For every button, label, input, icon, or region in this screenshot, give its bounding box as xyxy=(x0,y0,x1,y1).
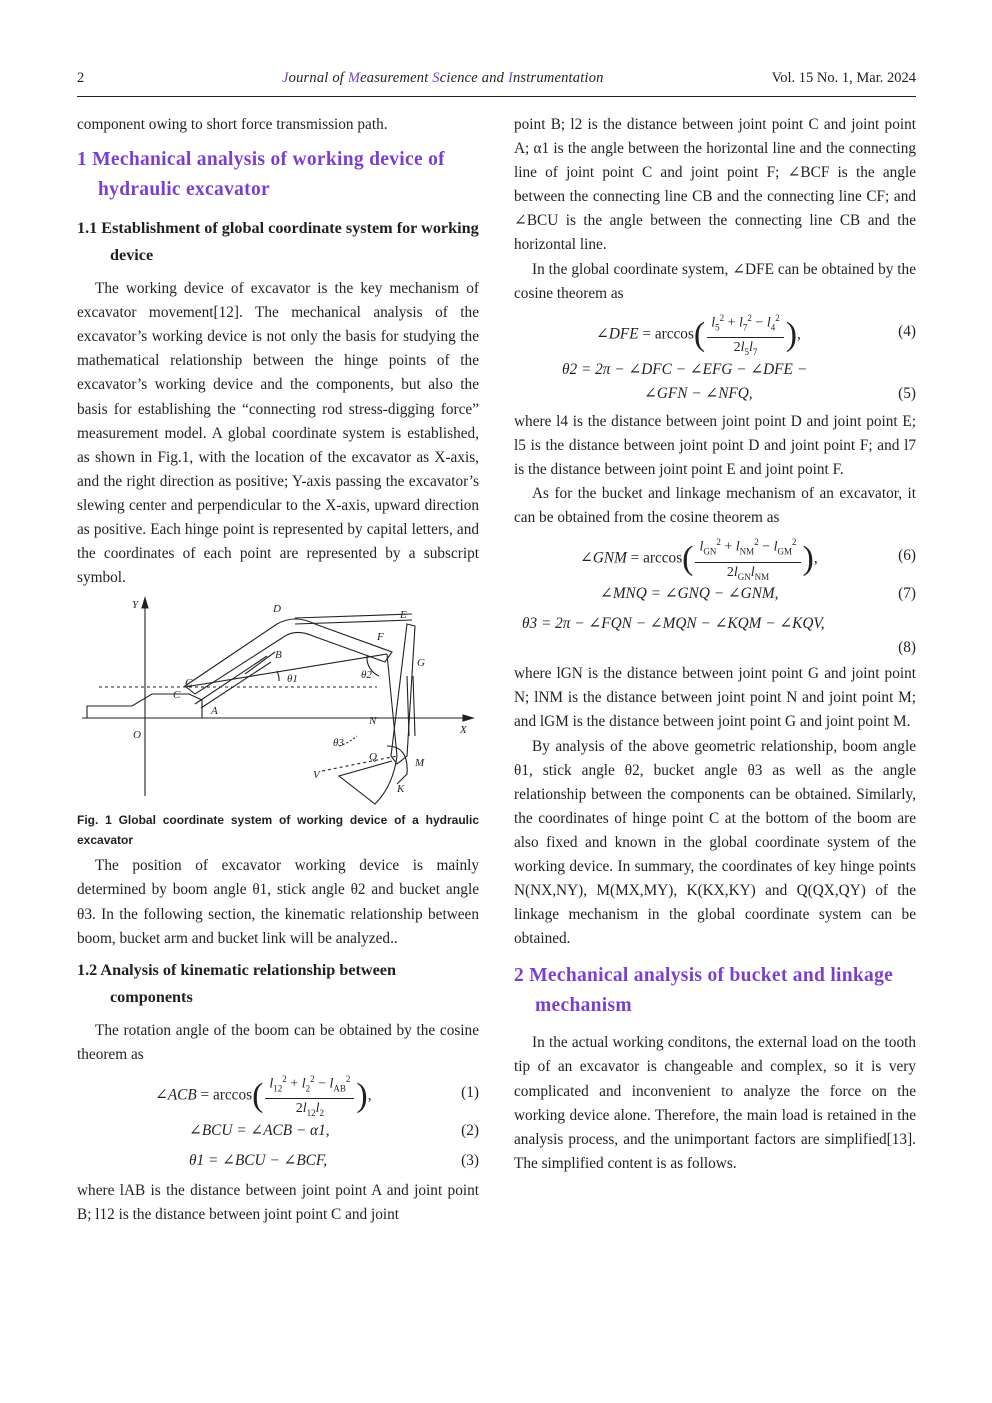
fig-label: E xyxy=(400,609,407,622)
fig-label: A xyxy=(211,705,218,718)
fig-label: V xyxy=(313,769,320,782)
fig-label: θ3 xyxy=(333,737,344,750)
page-number: 2 xyxy=(77,70,85,86)
equation-6: ∠GNM = arccos( $\frac{l_{GN}^2 + l_{NM}^2 - l_{GM}^2}{2l_{GN}l_{NM}}$ ), (6) xyxy=(514,530,916,582)
paragraph: where lAB is the distance between joint point A and joint point B; l12 is the distance between joint point C and joint xyxy=(77,1181,479,1223)
equation-2: ∠BCU = ∠ACB − α1, (2) xyxy=(189,1121,479,1139)
equation-5-cont: ∠GFN − ∠NFQ, (5) xyxy=(644,384,916,402)
figure-caption: Fig. 1 Global coordinate system of working device of a hydraulic excavator xyxy=(77,813,479,848)
equation-3: θ1 = ∠BCU − ∠BCF, (3) xyxy=(189,1151,479,1169)
fig-label: C xyxy=(173,689,181,702)
paragraph: As for the bucket and linkage mechanism of an excavator, it can be obtained from the cosine theorem as xyxy=(514,485,916,527)
header-rule xyxy=(77,96,916,97)
section-1-2-heading: 1.2 Analysis of kinematic relationship between components xyxy=(77,960,396,1006)
paragraph: The position of excavator working device is mainly determined by boom angle θ1, stick angle θ2 and bucket angle θ3. In the following section, the kinematic relationship between boom, bucket arm and bucket link will be analyzed.. xyxy=(77,857,479,947)
fig-label: K xyxy=(397,783,405,796)
running-header xyxy=(77,70,916,92)
paragraph: where l4 is the distance between joint point D and joint point E; l5 is the distance between joint point D and joint point F; and l7 is the distance between joint point E and joint point F. xyxy=(514,412,916,478)
section-1-1-heading: 1.1 Establishment of global coordinate system for working device xyxy=(77,219,479,265)
equation-1: ∠ACB = arccos( $\frac{l_{12}^2 + l_2^2 - l_{AB}^2}{2l_{12}l_2}$ ), (1) xyxy=(77,1067,479,1119)
fig-label: θ2 xyxy=(361,669,372,682)
section-2-heading: 2 Mechanical analysis of bucket and linkage mechanism xyxy=(514,965,894,1017)
excavator-diagram xyxy=(77,596,479,806)
paragraph: The rotation angle of the boom can be obtained by the cosine theorem as xyxy=(77,1021,479,1063)
equation-number: (6) xyxy=(898,547,916,565)
fig-label: Y xyxy=(132,599,139,612)
right-column xyxy=(514,113,916,1176)
paragraph: The working device of excavator is the key mechanism of excavator movement[12]. The mechanical analysis of the excavator’s working device is not only the basis for studying the mathematical relationship between the hinge points of the excavator’s working device and the components, but also the basis for establishing the “connecting rod stress-digging force” measurement model. A global coordinate system is established, as shown in Fig.1, with the location of the excavator as X-axis, and the right direction as positive; Y-axis passing the excavator’s slewing center and perpendicular to the X-axis, upward direction as positive. Each hinge point is represented by capital letters, and the coordinates of each point are represented by a subscript symbol. xyxy=(77,280,479,587)
equation-5: θ2 = 2π − ∠DFC − ∠EFG − ∠DFE − xyxy=(562,360,808,378)
paragraph: where lGN is the distance between joint point G and joint point N; lNM is the distance between joint point N and joint point M; and lGM is the distance between joint point G and joint point M. xyxy=(514,665,916,731)
fig-label: N xyxy=(369,715,377,728)
equation-4: ∠DFE = arccos( $\frac{l_5^2 + l_7^2 - l_4^2}{2l_5l_7}$ ), (4) xyxy=(514,306,916,358)
continued-text: component owing to short force transmission path. xyxy=(77,116,388,133)
fig-label: G xyxy=(417,657,425,670)
fig-label: X xyxy=(460,724,467,737)
fig-label: θ1 xyxy=(287,673,298,686)
fig-label: D xyxy=(273,603,281,616)
section-1-heading: 1 Mechanical analysis of working device of hydraulic excavator xyxy=(77,149,445,201)
journal-title: Journal of Measurement Science and Instrumentation xyxy=(282,70,604,86)
equation-number: (1) xyxy=(461,1083,479,1101)
equation-number: (4) xyxy=(898,322,916,340)
paragraph: In the actual working conditons, the external load on the tooth tip of an excavator is changeable and complex, so it is very complicated and inconvenient to analyze the force on the working device alone. Therefore, the main load is retained in the analysis process, and the unimportant factors are simplified[13]. The simplified content is as follows. xyxy=(514,1034,916,1172)
fig-label: O xyxy=(133,729,141,742)
fig-label: F xyxy=(377,631,384,644)
equation-7: ∠MNQ = ∠GNQ − ∠GNM, (7) xyxy=(600,585,916,603)
figure-1 xyxy=(77,596,479,806)
fig-label: M xyxy=(415,757,425,770)
fig-label: B xyxy=(275,649,282,662)
paragraph: point B; l2 is the distance between joint point C and joint point A; α1 is the angle between the horizontal line and the connecting line of joint point C and joint point F; ∠BCF is the angle between the connecting line CB and the connecting line CF; and ∠BCU is the angle between the connecting line CB and the horizontal line. xyxy=(514,116,916,254)
paragraph: By analysis of the above geometric relationship, boom angle θ1, stick angle θ2, bucket angle θ3 as well as the angle relationship between the components can be obtained. Similarly, the coordinates of hinge point C at the bottom of the boom are also fixed and known in the global coordinate system of the working device. In summary, the coordinates of key hinge points N(NX,NY), M(MX,MY), K(KX,KY) and Q(QX,QY) of the linkage mechanism in the global coordinate system can be obtained. xyxy=(514,737,916,948)
fig-label: C xyxy=(185,677,193,690)
equation-8-number: (8) xyxy=(898,639,916,657)
volume-info: Vol. 15 No. 1, Mar. 2024 xyxy=(771,70,916,86)
fig-label: Q xyxy=(369,751,377,764)
paragraph: In the global coordinate system, ∠DFE can be obtained by the cosine theorem as xyxy=(514,260,916,302)
left-column xyxy=(77,113,479,1227)
equation-8: θ3 = 2π − ∠FQN − ∠MQN − ∠KQM − ∠KQV, xyxy=(522,615,825,633)
